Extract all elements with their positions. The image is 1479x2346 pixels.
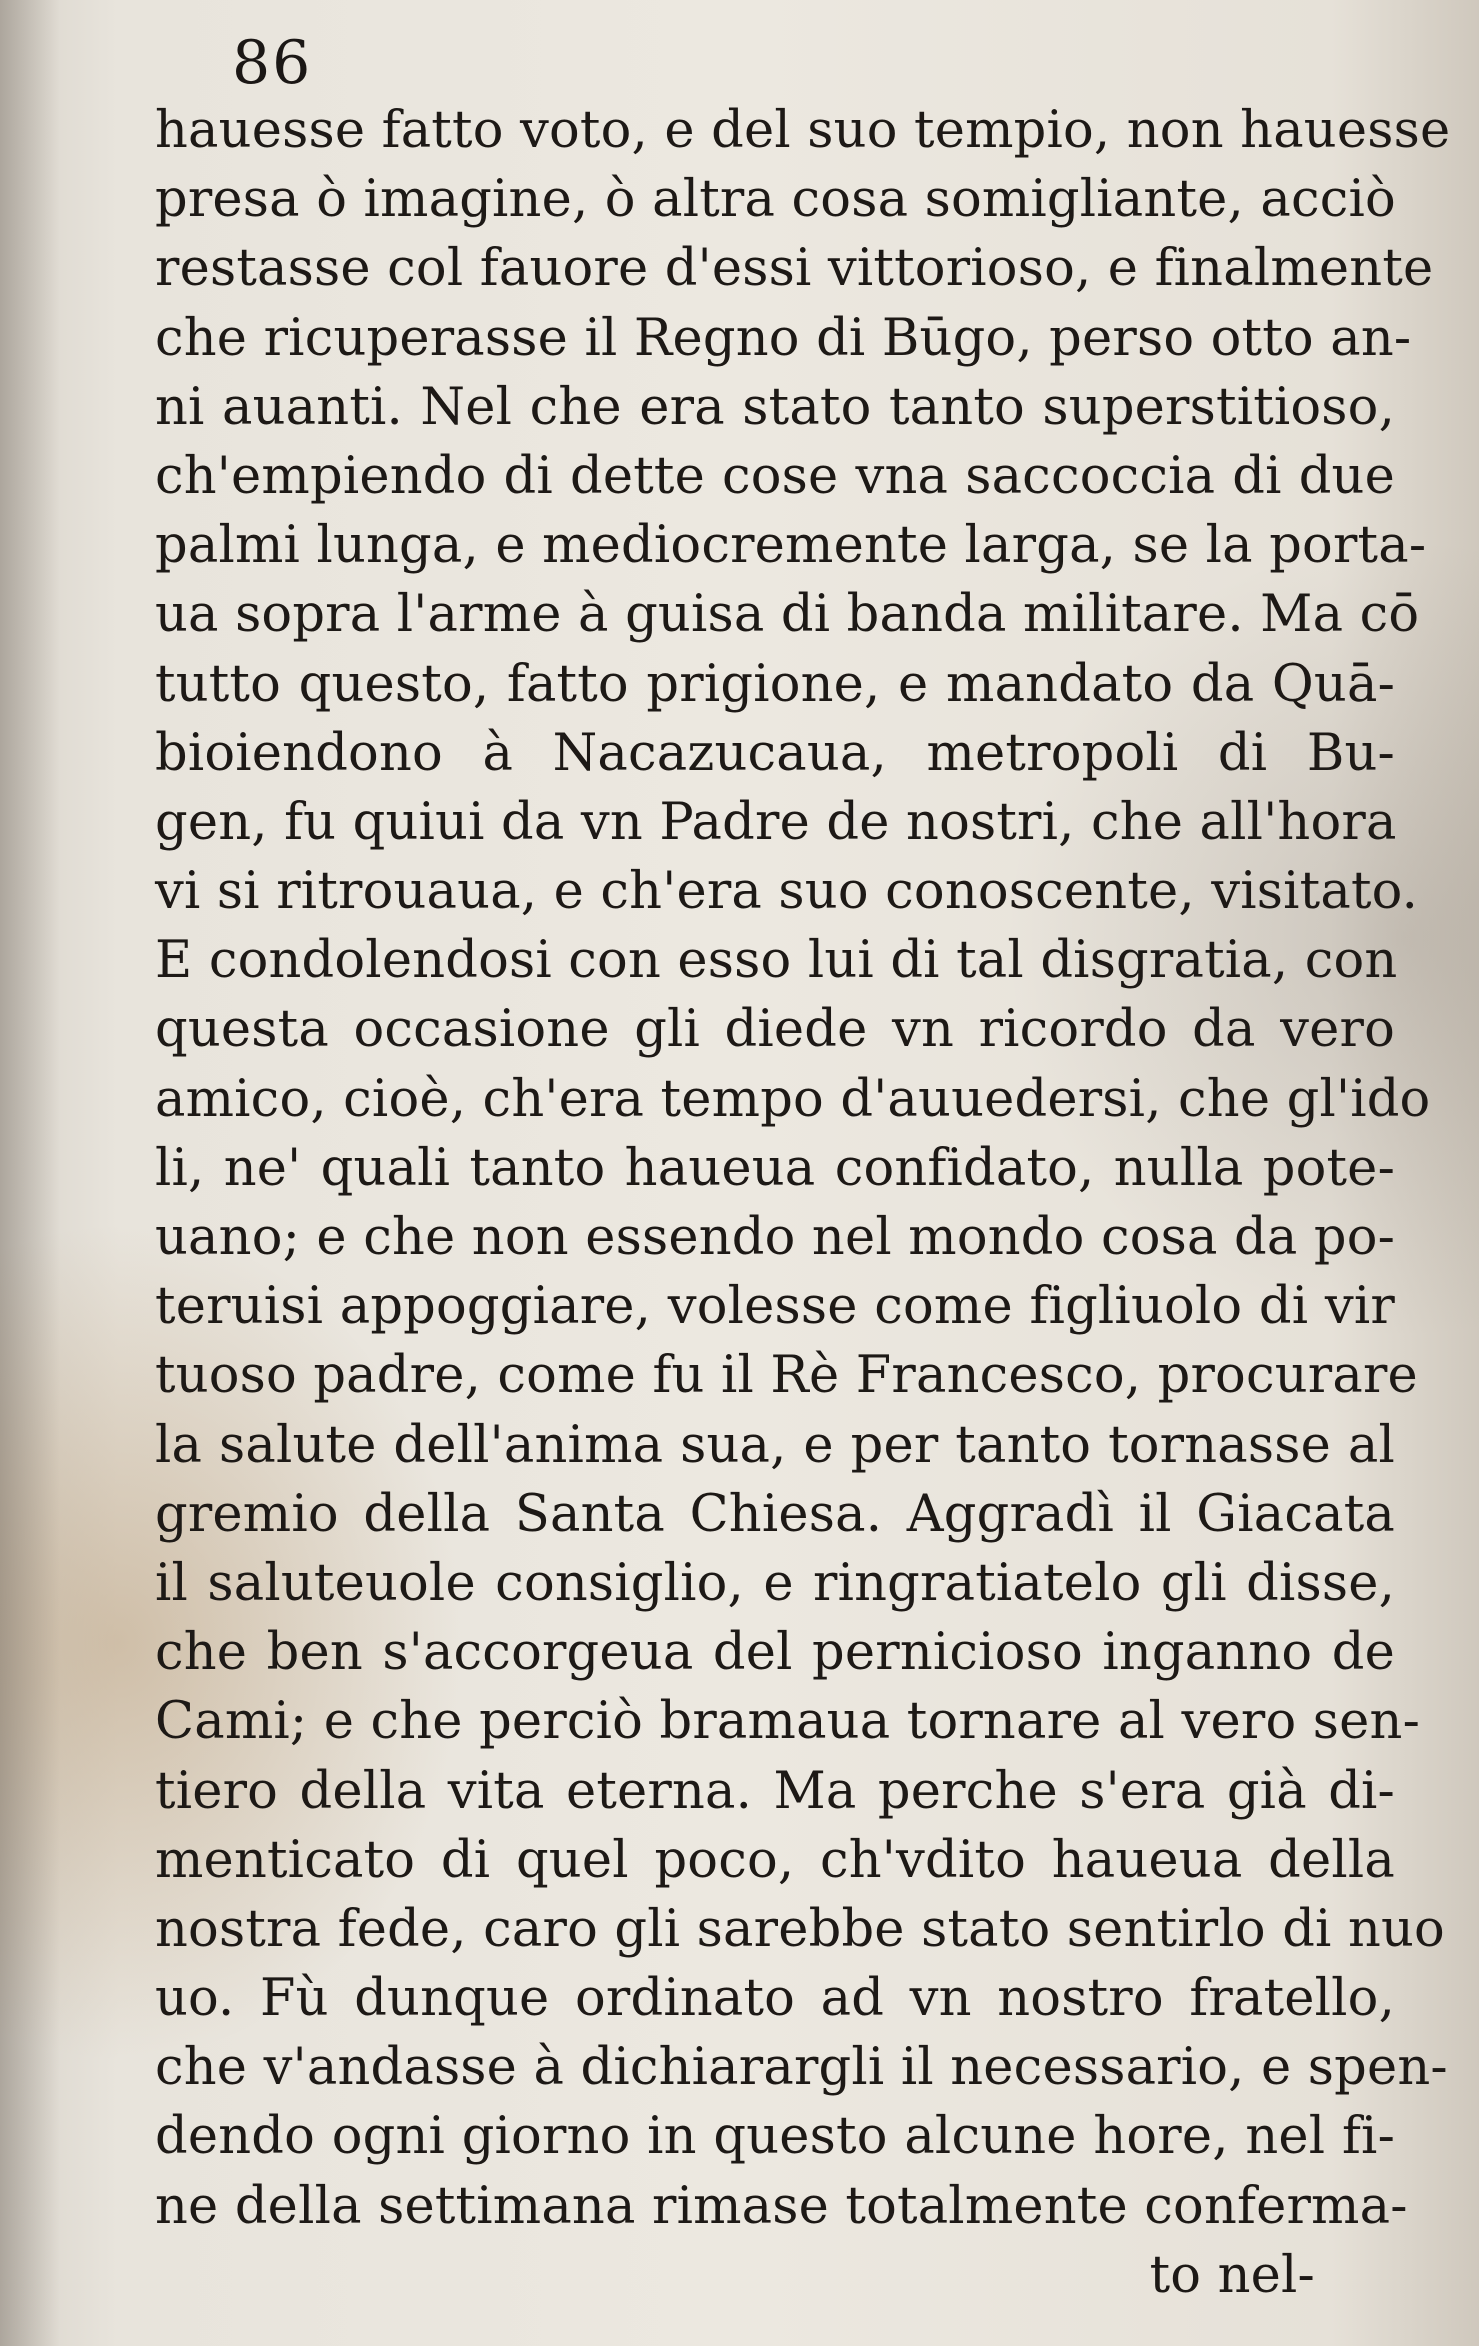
text-line: ni auanti. Nel che era stato tanto superstitioso, (155, 377, 1395, 437)
text-line: ch'empiendo di dette cose vna saccoccia di due (155, 446, 1395, 506)
text-line: teruisi appoggiare, volesse come figliuolo di vir (155, 1277, 1395, 1337)
text-line: Cami; e che perciò bramaua tornare al vero sen- (155, 1692, 1421, 1752)
text-line: questa occasione gli diede vn ricordo da vero (155, 1000, 1395, 1060)
text-line: dendo ogni giorno in questo alcune hore, nel fi- (155, 2107, 1395, 2167)
text-line: bioiendono à Nacazucaua, metropoli di Bu- (155, 723, 1395, 783)
text-line: la salute dell'anima sua, e per tanto tornasse al (155, 1415, 1395, 1475)
binding-shadow (0, 0, 60, 2346)
page-number: 86 (232, 28, 313, 98)
text-line: gen, fu quiui da vn Padre de nostri, che all'hora (155, 792, 1397, 852)
text-line: E condolendosi con esso lui di tal disgratia, con (155, 931, 1398, 991)
text-line: ne della settimana rimase totalmente conferma- (155, 2176, 1408, 2236)
text-line: amico, cioè, ch'era tempo d'auuedersi, che gl'ido (155, 1069, 1431, 1129)
text-line: che v'andasse à dichiarargli il necessario, e spen- (155, 2038, 1448, 2098)
text-line: ua sopra l'arme à guisa di banda militare. Ma cō (155, 585, 1420, 645)
text-line: tiero della vita eterna. Ma perche s'era già di- (155, 1761, 1395, 1821)
text-line: li, ne' quali tanto haueua confidato, nulla pote- (155, 1138, 1395, 1198)
text-line: uano; e che non essendo nel mondo cosa da po- (155, 1208, 1396, 1267)
text-line: menticato di quel poco, ch'vdito haueua della (155, 1830, 1395, 1890)
text-line: vi si ritrouaua, e ch'era suo conoscente, visitato. (155, 862, 1419, 922)
text-line: il saluteuole consiglio, e ringratiatelo gli disse, (155, 1553, 1395, 1613)
body-text (155, 96, 1451, 2310)
text-line: uo. Fù dunque ordinato ad vn nostro fratello, (155, 1969, 1395, 2029)
text-line: palmi lunga, e mediocremente larga, se la porta- (155, 516, 1427, 576)
text-line: hauesse fatto voto, e del suo tempio, non hauesse (155, 101, 1451, 160)
text-line: che ben s'accorgeua del pernicioso inganno de (155, 1623, 1395, 1683)
text-line: restasse col fauore d'essi vittorioso, e finalmente (155, 239, 1434, 299)
text-line: gremio della Santa Chiesa. Aggradì il Giacata (155, 1484, 1395, 1544)
text-line: presa ò imagine, ò altra cosa somigliante, acciò (155, 170, 1396, 230)
text-line: tutto questo, fatto prigione, e mandato da Quā- (155, 654, 1395, 714)
text-line: tuoso padre, come fu il Rè Francesco, procurare (155, 1346, 1418, 1406)
text-line: che ricuperasse il Regno di Būgo, perso otto an- (155, 308, 1412, 368)
text-line: nostra fede, caro gli sarebbe stato sentirlo di nuo (155, 1899, 1445, 1959)
catchword: to nel- (1149, 2245, 1315, 2305)
